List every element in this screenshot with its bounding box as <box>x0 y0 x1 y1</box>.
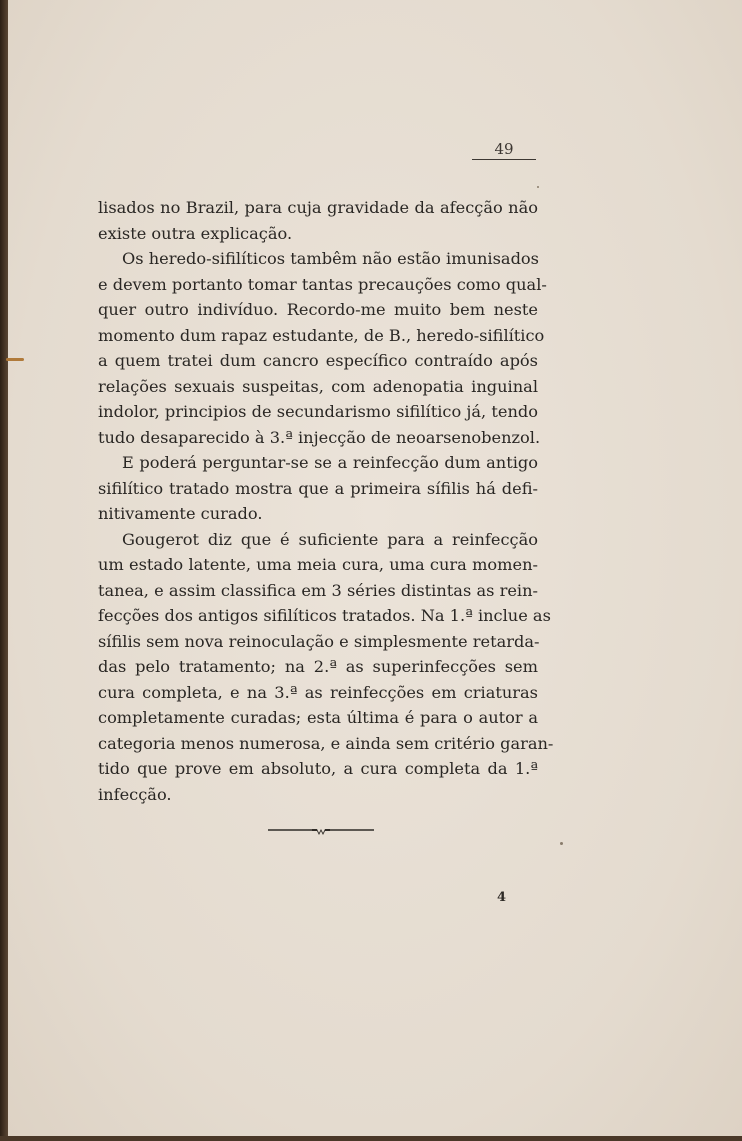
text-line: e devem portanto tomar tantas precauções como qual- <box>98 274 547 294</box>
text-line: completamente curadas; esta última é para o autor a <box>98 708 538 727</box>
text-line: das pelo tratamento; na 2.ª as superinfecções sem <box>98 657 538 676</box>
text-line: Os heredo-sifilíticos tambêm não estão imunisados <box>122 249 539 268</box>
text-line: E poderá perguntar-se se a reinfecção dum antigo <box>122 453 538 472</box>
text-line: tudo desaparecido à 3.ª injecção de neoarsenobenzol. <box>98 427 541 447</box>
signature-mark: 4 <box>497 890 507 905</box>
text-line: tido que prove em absoluto, a cura completa da 1.ª <box>98 759 538 778</box>
text-line: nitivamente curado. <box>98 504 263 523</box>
text-line: fecções dos antigos sifilíticos tratados. Na 1.ª inclue as <box>98 606 551 625</box>
text-line: lisados no Brazil, para cuja gravidade da afecção não <box>98 198 538 217</box>
text-line: sifilítico tratado mostra que a primeira sífilis há defi- <box>98 478 538 498</box>
text-line: infecção. <box>98 784 172 804</box>
text-line: momento dum rapaz estudante, de B., heredo-sifilítico <box>98 325 545 345</box>
text-line: existe outra explicação. <box>98 223 293 243</box>
text-line: Gougerot diz que é suficiente para a reinfecção <box>122 529 538 549</box>
margin-stain <box>6 358 24 361</box>
paper-speck <box>537 186 539 188</box>
page-number: 49 <box>472 141 536 160</box>
section-end-ornament <box>268 826 374 836</box>
text-line: tanea, e assim classifica em 3 séries distintas as rein- <box>98 580 538 600</box>
text-line: quer outro indivíduo. Recordo-me muito bem neste <box>98 300 538 319</box>
text-line: relações sexuais suspeitas, com adenopatia inguinal <box>98 376 538 396</box>
text-line: categoria menos numerosa, e ainda sem critério garan- <box>98 733 554 753</box>
text-line: sífilis sem nova reinoculação e simplesmente retarda- <box>98 631 540 651</box>
text-line: indolor, principios de secundarismo sifilítico já, tendo <box>98 402 538 421</box>
text-line: a quem tratei dum cancro específico contraído após <box>98 351 538 370</box>
page-edge-shadow <box>0 0 8 1141</box>
paper-speck <box>560 842 563 845</box>
text-line: um estado latente, uma meia cura, uma cura momen- <box>98 555 538 574</box>
body-text <box>98 195 554 807</box>
page-bottom-edge <box>0 1136 742 1141</box>
text-line: cura completa, e na 3.ª as reinfecções em criaturas <box>98 682 538 702</box>
